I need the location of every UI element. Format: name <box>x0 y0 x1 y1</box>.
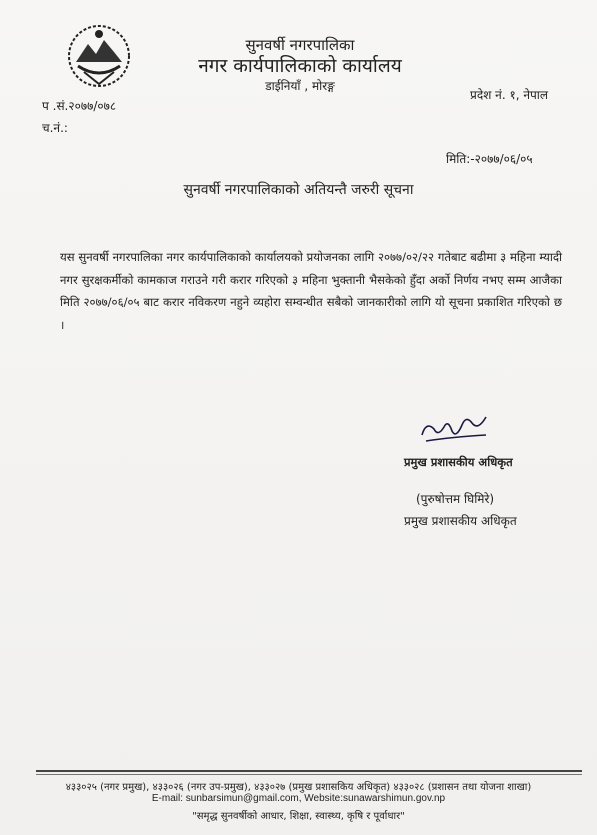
signatory-designation: प्रमुख प्रशासकीय अधिकृत <box>404 514 517 528</box>
notice-body: यस सुनवर्षी नगरपालिका नगर कार्यपालिकाको कार्यालयको प्रयोजनका लागि २०७७/०२/२२ गतेबाट बढीमा ३ महिना म्यादी नगर सुरक्षकर्मीको कामकाज गराउने गरी करार गरिएको ३ महिना भुक्तानी भैसकेको हुँदा अर्को निर्णय नभए सम्म आजैका मिति २०७७/०६/०५ बाट करार नविकरण नहुने व्यहोरा सम्वन्धीत सबैको जानकारीको लागि यो सूचना प्रकाशित गरिएको छ । <box>60 250 562 332</box>
footer-rule-thin <box>36 774 582 775</box>
letter-date: मिति:-२०७७/०६/०५ <box>446 152 533 166</box>
reference-number: प .सं.२०७७/०७८ <box>42 99 117 113</box>
office-address: डाईनियाँ , मोरङ्ग <box>265 79 335 93</box>
footer-rule <box>36 770 582 772</box>
signatory-name: (पुरुषोत्तम घिमिरे) <box>416 492 495 506</box>
footer-phones: ४३३०२५ (नगर प्रमुख), ४३३०२६ (नगर उप-प्रमुख), ४३३०२७ (प्रमुख प्रशासकिय अधिकृत) ४३३०२८ (प्रशासन तथा योजना शाखा) <box>65 782 532 793</box>
signature-mark <box>416 407 492 449</box>
nepal-emblem-icon <box>64 22 134 90</box>
stamp-title: प्रमुख प्रशासकीय अधिकृत <box>404 455 513 469</box>
municipality-name: सुनवर्षी नगरपालिका <box>245 36 355 54</box>
footer-motto: "समृद्ध सुनवर्षीको आधार, शिक्षा, स्वास्थ्य, कृषि र पूर्वाधार" <box>192 811 405 822</box>
dispatch-number: च.नं.: <box>42 121 68 135</box>
province-label: प्रदेश नं. १, नेपाल <box>470 88 549 102</box>
footer-contact: E-mail: sunbarsimun@gmail.com, Website:sunawarshimun.gov.np <box>151 793 446 804</box>
office-header <box>150 36 450 94</box>
notice-subject: सुनवर्षी नगरपालिकाको अतियन्तै जरुरी सूचना <box>183 182 414 198</box>
office-name: नगर कार्यपालिकाको कार्यालय <box>198 55 402 77</box>
